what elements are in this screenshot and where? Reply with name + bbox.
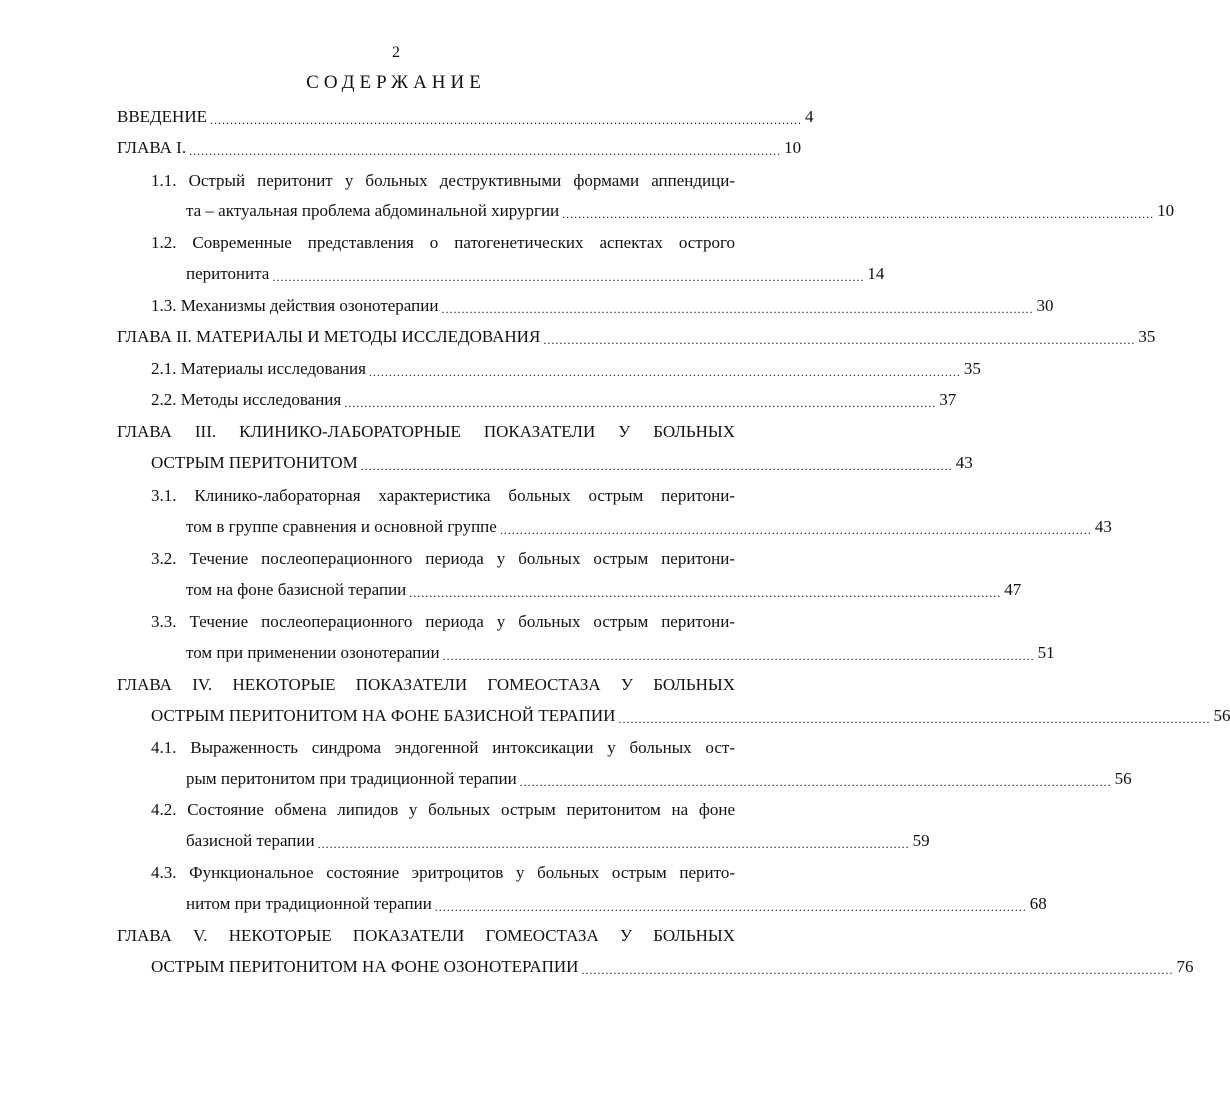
toc-entry-chapter-3-line1: ГЛАВА III. КЛИНИКО-ЛАБОРАТОРНЫЕ ПОКАЗАТЕЛИ У БОЛЬНЫХ bbox=[117, 422, 735, 441]
toc-entry-text: ГЛАВА II. МАТЕРИАЛЫ И МЕТОДЫ ИССЛЕДОВАНИЯ bbox=[117, 327, 541, 346]
page-title: СОДЕРЖАНИЕ bbox=[306, 72, 486, 93]
dot-leader: .................................................................................................................................................... bbox=[209, 113, 802, 127]
toc-entry-chapter-4-line1: ГЛАВА IV. НЕКОТОРЫЕ ПОКАЗАТЕЛИ ГОМЕОСТАЗА У БОЛЬНЫХ bbox=[117, 675, 735, 694]
toc-entry-page: 76 bbox=[1176, 957, 1194, 976]
toc-entry-2-1 bbox=[151, 356, 981, 382]
toc-entry-page: 56 bbox=[1114, 769, 1132, 788]
toc-entry-page: 4 bbox=[804, 107, 814, 126]
toc-entry-text: том в группе сравнения и основной группе bbox=[186, 517, 497, 536]
toc-entry-1-2-line1: 1.2. Современные представления о патогенетических аспектах острого bbox=[151, 233, 735, 252]
dot-leader: .................................................................................................................................................... bbox=[272, 270, 865, 284]
toc-entry-3-3 bbox=[186, 640, 1055, 666]
toc-entry-4-2-line1: 4.2. Состояние обмена липидов у больных острым перитонитом на фоне bbox=[151, 800, 735, 819]
dot-leader: .................................................................................................................................................... bbox=[409, 586, 1002, 600]
toc-entry-3-2-line1: 3.2. Течение послеоперационного периода у больных острым перитони- bbox=[151, 549, 735, 568]
toc-entry-chapter-2 bbox=[117, 324, 1156, 350]
toc-entry-page: 47 bbox=[1004, 580, 1022, 599]
toc-entry-page: 59 bbox=[912, 831, 930, 850]
toc-entry-text: перитонита bbox=[186, 264, 270, 283]
toc-entry-4-2 bbox=[186, 828, 930, 854]
toc-entry-2-2 bbox=[151, 387, 957, 413]
toc-entry-chapter-1 bbox=[117, 135, 802, 161]
dot-leader: .................................................................................................................................................... bbox=[434, 900, 1027, 914]
toc-entry-1-3 bbox=[151, 293, 1054, 319]
toc-entry-page: 37 bbox=[939, 390, 957, 409]
dot-leader: .................................................................................................................................................... bbox=[189, 144, 782, 158]
toc-entry-4-3 bbox=[186, 891, 1047, 917]
dot-leader: .................................................................................................................................................... bbox=[581, 963, 1174, 977]
toc-entry-page: 35 bbox=[1138, 327, 1156, 346]
toc-entry-chapter-5 bbox=[151, 954, 1194, 980]
toc-entry-1-1 bbox=[186, 198, 1175, 224]
dot-leader: .................................................................................................................................................... bbox=[360, 459, 953, 473]
toc-entry-page: 43 bbox=[955, 453, 973, 472]
dot-leader: .................................................................................................................................................... bbox=[441, 302, 1034, 316]
page-number: 2 bbox=[392, 44, 400, 61]
toc-entry-text: 1.3. Механизмы действия озонотерапии bbox=[151, 296, 439, 315]
toc-entry-1-2 bbox=[186, 261, 885, 287]
toc-entry-4-1-line1: 4.1. Выраженность синдрома эндогенной интоксикации у больных ост- bbox=[151, 738, 735, 757]
dot-leader: .................................................................................................................................................... bbox=[499, 523, 1092, 537]
toc-entry-4-1 bbox=[186, 766, 1132, 792]
toc-entry-3-1 bbox=[186, 514, 1112, 540]
toc-entry-text: рым перитонитом при традиционной терапии bbox=[186, 769, 517, 788]
toc-entry-text: ОСТРЫМ ПЕРИТОНИТОМ НА ФОНЕ БАЗИСНОЙ ТЕРАПИИ bbox=[151, 706, 616, 725]
toc-entry-text: ОСТРЫМ ПЕРИТОНИТОМ НА ФОНЕ ОЗОНОТЕРАПИИ bbox=[151, 957, 579, 976]
toc-entry-text: ГЛАВА I. bbox=[117, 138, 187, 157]
toc-entry-text: нитом при традиционной терапии bbox=[186, 894, 432, 913]
toc-entry-chapter-4 bbox=[151, 703, 1230, 729]
dot-leader: .................................................................................................................................................... bbox=[317, 837, 910, 851]
toc-entry-chapter-5-line1: ГЛАВА V. НЕКОТОРЫЕ ПОКАЗАТЕЛИ ГОМЕОСТАЗА У БОЛЬНЫХ bbox=[117, 926, 735, 945]
toc-entry-3-1-line1: 3.1. Клинико-лабораторная характеристика больных острым перитони- bbox=[151, 486, 735, 505]
dot-leader: .................................................................................................................................................... bbox=[519, 775, 1112, 789]
toc-entry-page: 43 bbox=[1094, 517, 1112, 536]
toc-entry-3-3-line1: 3.3. Течение послеоперационного периода у больных острым перитони- bbox=[151, 612, 735, 631]
toc-entry-text: 2.1. Материалы исследования bbox=[151, 359, 366, 378]
dot-leader: .................................................................................................................................................... bbox=[562, 207, 1155, 221]
toc-entry-text: 2.2. Методы исследования bbox=[151, 390, 342, 409]
toc-entry-text: ОСТРЫМ ПЕРИТОНИТОМ bbox=[151, 453, 358, 472]
toc-entry-page: 10 bbox=[784, 138, 802, 157]
toc-entry-text: том на фоне базисной терапии bbox=[186, 580, 407, 599]
toc-entry-text: том при применении озонотерапии bbox=[186, 643, 440, 662]
toc-entry-introduction bbox=[117, 104, 814, 130]
toc-entry-chapter-3 bbox=[151, 450, 973, 476]
dot-leader: .................................................................................................................................................... bbox=[442, 649, 1035, 663]
toc-entry-text: та – актуальная проблема абдоминальной хирургии bbox=[186, 201, 560, 220]
toc-entry-page: 14 bbox=[867, 264, 885, 283]
toc-entry-page: 35 bbox=[963, 359, 981, 378]
dot-leader: .................................................................................................................................................... bbox=[618, 712, 1211, 726]
toc-entry-page: 51 bbox=[1037, 643, 1055, 662]
toc-entry-text: ВВЕДЕНИЕ bbox=[117, 107, 207, 126]
toc-entry-page: 10 bbox=[1157, 201, 1175, 220]
toc-entry-text: базисной терапии bbox=[186, 831, 315, 850]
toc-entry-page: 68 bbox=[1029, 894, 1047, 913]
dot-leader: .................................................................................................................................................... bbox=[368, 365, 961, 379]
dot-leader: .................................................................................................................................................... bbox=[543, 333, 1136, 347]
toc-entry-1-1-line1: 1.1. Острый перитонит у больных деструктивными формами аппендици- bbox=[151, 171, 735, 190]
toc-entry-3-2 bbox=[186, 577, 1022, 603]
toc-entry-page: 30 bbox=[1036, 296, 1054, 315]
dot-leader: .................................................................................................................................................... bbox=[344, 396, 937, 410]
toc-entry-page: 56 bbox=[1213, 706, 1230, 725]
toc-entry-4-3-line1: 4.3. Функциональное состояние эритроцитов у больных острым перито- bbox=[151, 863, 735, 882]
